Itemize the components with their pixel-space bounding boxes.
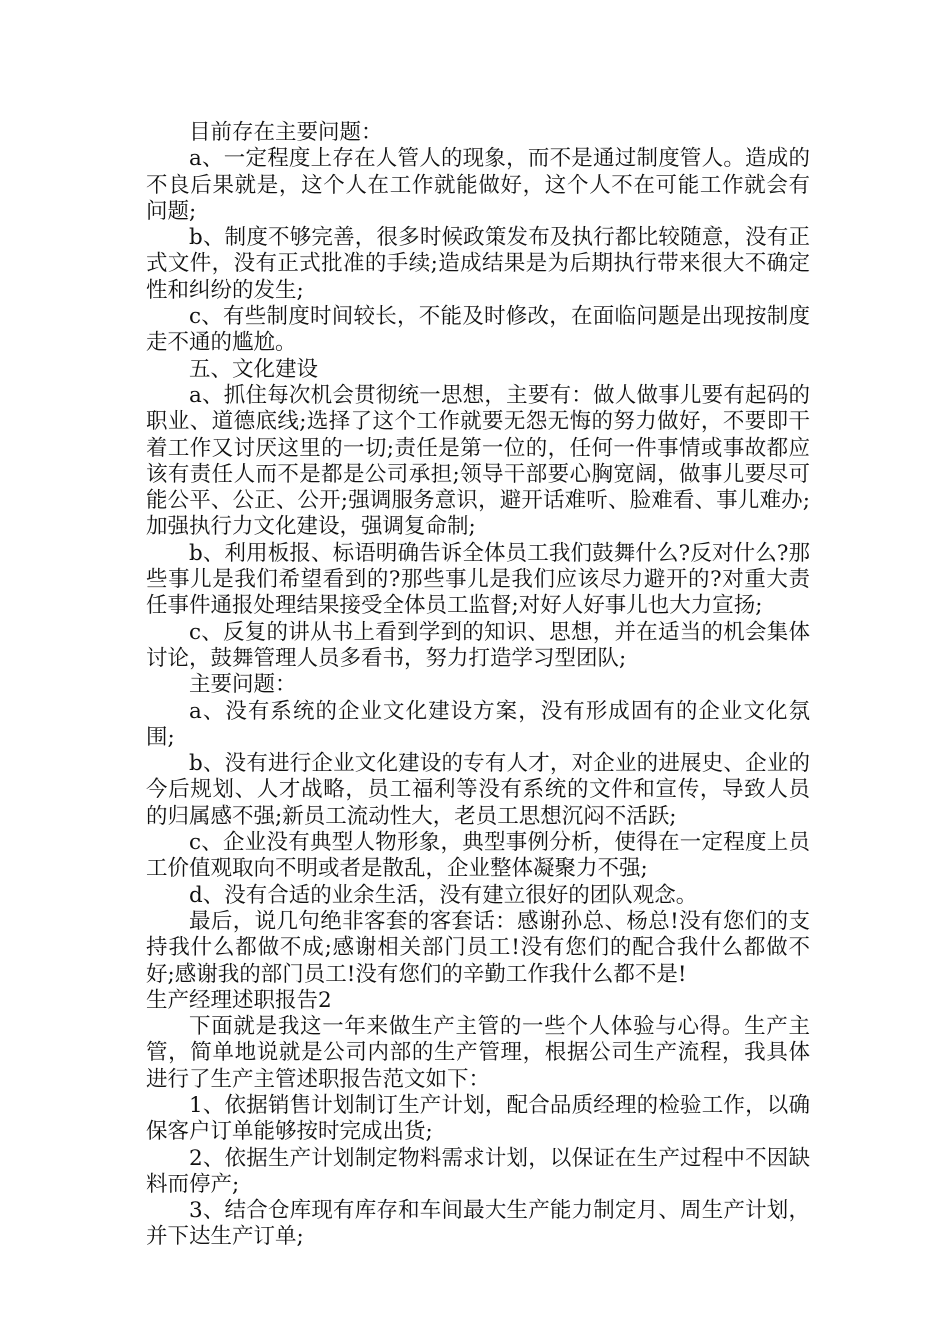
paragraph-duty-2: 2、依据生产计划制定物料需求计划，以保证在生产过程中不因缺料而停产; xyxy=(146,1145,810,1197)
paragraph-closing-thanks: 最后，说几句绝非客套的客套话：感谢孙总、杨总!没有您们的支持我什么都做不成;感谢相关部门员工!没有您们的配合我什么都做不好;感谢我的部门员工!没有您们的辛勤工作我什么都不是! xyxy=(146,908,810,987)
paragraph-issue-b: b、制度不够完善，很多时候政策发布及执行都比较随意，没有正式文件，没有正式批准的手续;造成结果是为后期执行带来很大不确定性和纠纷的发生; xyxy=(146,225,810,303)
paragraph-main-issue-c: c、企业没有典型人物形象，典型事例分析，使得在一定程度上员工价值观取向不明或者是散乱，企业整体凝聚力不强; xyxy=(146,830,810,882)
paragraph-main-issues-heading: 主要问题： xyxy=(189,672,297,698)
paragraph-current-issues-heading: 目前存在主要问题： xyxy=(189,120,383,145)
section-heading-culture: 五、文化建设 xyxy=(189,356,319,382)
paragraph-duty-1: 1、依据销售计划制订生产计划，配合品质经理的检验工作，以确保客户订单能够按时完成出货; xyxy=(146,1092,810,1145)
paragraph-report-intro: 下面就是我这一年来做生产主管的一些个人体验与心得。生产主管，简单地说就是公司内部的生产管理，根据公司生产流程，我具体进行了生产主管述职报告范文如下： xyxy=(146,1014,810,1092)
paragraph-culture-c: c、反复的讲从书上看到学到的知识、思想，并在适当的机会集体讨论，鼓舞管理人员多看书，努力打造学习型团队; xyxy=(146,619,810,671)
paragraph-culture-a: a、抓住每次机会贯彻统一思想，主要有：做人做事儿要有起码的职业、道德底线;选择了这个工作就要无怨无悔的努力做好，不要即干着工作又讨厌这里的一切;责任是第一位的，任何一件事情或事故都应该有责任人而不是都是公司承担;领导干部要心胸宽阔，做事儿要尽可能公平、公正、公开;强调服务意识，避开话难听、脸难看、事儿难办;加强执行力文化建设，强调复命制; xyxy=(146,382,810,540)
paragraph-duty-3: 3、结合仓库现有库存和车间最大生产能力制定月、周生产计划，并下达生产订单; xyxy=(146,1198,810,1250)
paragraph-culture-b: b、利用板报、标语明确告诉全体员工我们鼓舞什么?反对什么?那些事儿是我们希望看到的?那些事儿是我们应该尽力避开的?对重大责任事件通报处理结果接受全体员工监督;对好人好事儿也大力宣扬; xyxy=(146,540,810,619)
paragraph-main-issue-a: a、没有系统的企业文化建设方案，没有形成固有的企业文化氛围; xyxy=(146,698,810,750)
paragraph-issue-c: c、有些制度时间较长，不能及时修改，在面临问题是出现按制度走不通的尴尬。 xyxy=(146,304,810,356)
paragraph-main-issue-d: d、没有合适的业余生活，没有建立很好的团队观念。 xyxy=(189,882,698,908)
paragraph-issue-a: a、一定程度上存在人管人的现象，而不是通过制度管人。造成的不良后果就是，这个人在工作就能做好，这个人不在可能工作就会有问题; xyxy=(146,146,810,224)
document-body xyxy=(146,120,810,1251)
report-title: 生产经理述职报告2 xyxy=(146,987,332,1013)
paragraph-main-issue-b: b、没有进行企业文化建设的专有人才，对企业的进展史、企业的今后规划、人才战略，员工福利等没有系统的文件和宣传，导致人员的归属感不强;新员工流动性大，老员工思想沉闷不活跃; xyxy=(146,751,810,829)
